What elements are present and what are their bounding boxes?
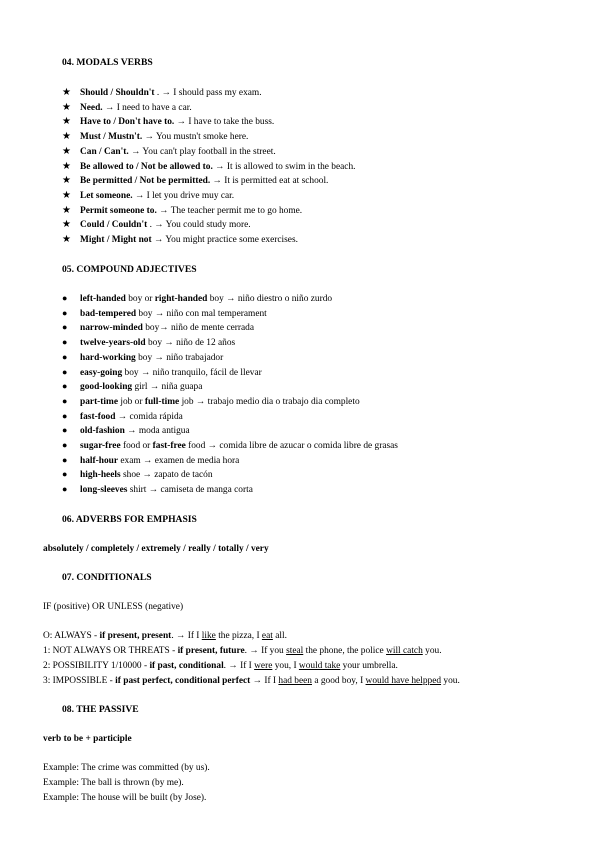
conditional-third: 3: IMPOSSIBLE - if past perfect, conditional perfect → If I had been a good boy, I would have helpped you. [43,676,460,686]
bullet-icon: ● [62,337,68,348]
bullet-icon: ● [62,410,68,421]
compound-item: ● twelve-years-old boy → niño de 12 años [62,337,236,349]
passive-rule: verb to be + participle [43,734,132,744]
passive-example: Example: The house will be built (by Jose). [43,793,207,803]
section-heading-modals: 04. MODALS VERBS [62,57,153,68]
star-icon: ★ [62,145,71,157]
modal-item: ★ Be allowed to / Not be allowed to. → It is allowed to swim in the beach. [62,160,356,172]
bullet-icon: ● [62,469,68,480]
bullet-icon: ● [62,425,68,436]
compound-item: ● easy-going boy → niño tranquilo, fácil de llevar [62,366,262,378]
compound-item: ● fast-food → comida rápida [62,410,183,422]
star-icon: ★ [62,219,71,231]
conditional-first: 1: NOT ALWAYS OR THREATS - if present, future. → If you steal the phone, the police will catch you. [43,646,442,656]
section-heading-conditionals: 07. CONDITIONALS [62,572,152,583]
modal-item: ★ Be permitted / Not be permitted. → It is permitted eat at school. [62,175,329,187]
star-icon: ★ [62,87,71,98]
bullet-icon: ● [62,395,68,406]
compound-item: ● narrow-minded boy→ niño de mente cerrada [62,322,255,334]
compound-item: ● good-looking girl → niña guapa [62,381,203,393]
conditional-second: 2: POSSIBILITY 1/10000 - if past, conditional. → If I were you, I would take your umbrella. [43,661,398,671]
section-heading-passive: 08. THE PASSIVE [62,704,139,715]
star-icon: ★ [62,160,71,172]
section-heading-emphasis: 06. ADVERBS FOR EMPHASIS [62,514,197,525]
conditionals-intro: IF (positive) OR UNLESS (negative) [43,602,184,612]
compound-item: ● high-heels shoe → zapato de tacón [62,469,213,481]
bullet-icon: ● [62,293,68,303]
bullet-icon: ● [62,440,68,450]
compound-item: ● left-handed boy or right-handed boy → niño diestro o niño zurdo [62,293,333,304]
star-icon: ★ [62,101,71,113]
modal-item: ★ Could / Couldn't . → You could study more. [62,219,251,231]
compound-item: ● part-time job or full-time job → trabajo medio dia o trabajo dia completo [62,395,360,407]
emphasis-adverbs: absolutely / completely / extremely / really / totally / very [43,544,269,554]
star-icon: ★ [62,189,71,201]
bullet-icon: ● [62,351,68,362]
modal-item: ★ Need. → I need to have a car. [62,101,192,113]
modal-item: ★ Have to / Don't have to. → I have to take the buss. [62,116,275,128]
compound-item: ● sugar-free food or fast-free food → comida libre de azucar o comida libre de grasas [62,440,398,451]
star-icon: ★ [62,175,71,187]
conditional-zero: O: ALWAYS - if present, present. → If I like the pizza, I eat all. [43,631,287,641]
modal-item: ★ Might / Might not → You might practice some exercises. [62,234,298,245]
star-icon: ★ [62,234,71,245]
star-icon: ★ [62,116,71,128]
bullet-icon: ● [62,322,68,333]
modal-item: ★ Must / Mustn't. → You mustn't smoke here. [62,131,249,143]
bullet-icon: ● [62,484,68,495]
modal-item: ★ Let someone. → I let you drive muy car. [62,189,235,201]
modal-item: ★ Can / Can't. → You can't play football in the street. [62,145,276,157]
bullet-icon: ● [62,307,68,318]
section-heading-compound: 05. COMPOUND ADJECTIVES [62,264,197,275]
compound-item: ● half-hour exam → examen de media hora [62,454,240,466]
compound-item: ● hard-working boy → niño trabajador [62,351,224,363]
star-icon: ★ [62,204,71,216]
bullet-icon: ● [62,454,68,465]
compound-item: ● bad-tempered boy → niño con mal temperament [62,307,267,319]
bullet-icon: ● [62,366,68,377]
modal-item: ★ Permit someone to. → The teacher permit me to go home. [62,204,303,216]
star-icon: ★ [62,131,71,143]
modal-item: ★ Should / Shouldn't . → I should pass my exam. [62,87,262,98]
passive-example: Example: The crime was committed (by us). [43,763,210,773]
compound-item: ● old-fashion → moda antigua [62,425,190,437]
compound-item: ● long-sleeves shirt → camiseta de manga corta [62,484,253,496]
passive-example: Example: The ball is thrown (by me). [43,778,184,788]
bullet-icon: ● [62,381,68,392]
